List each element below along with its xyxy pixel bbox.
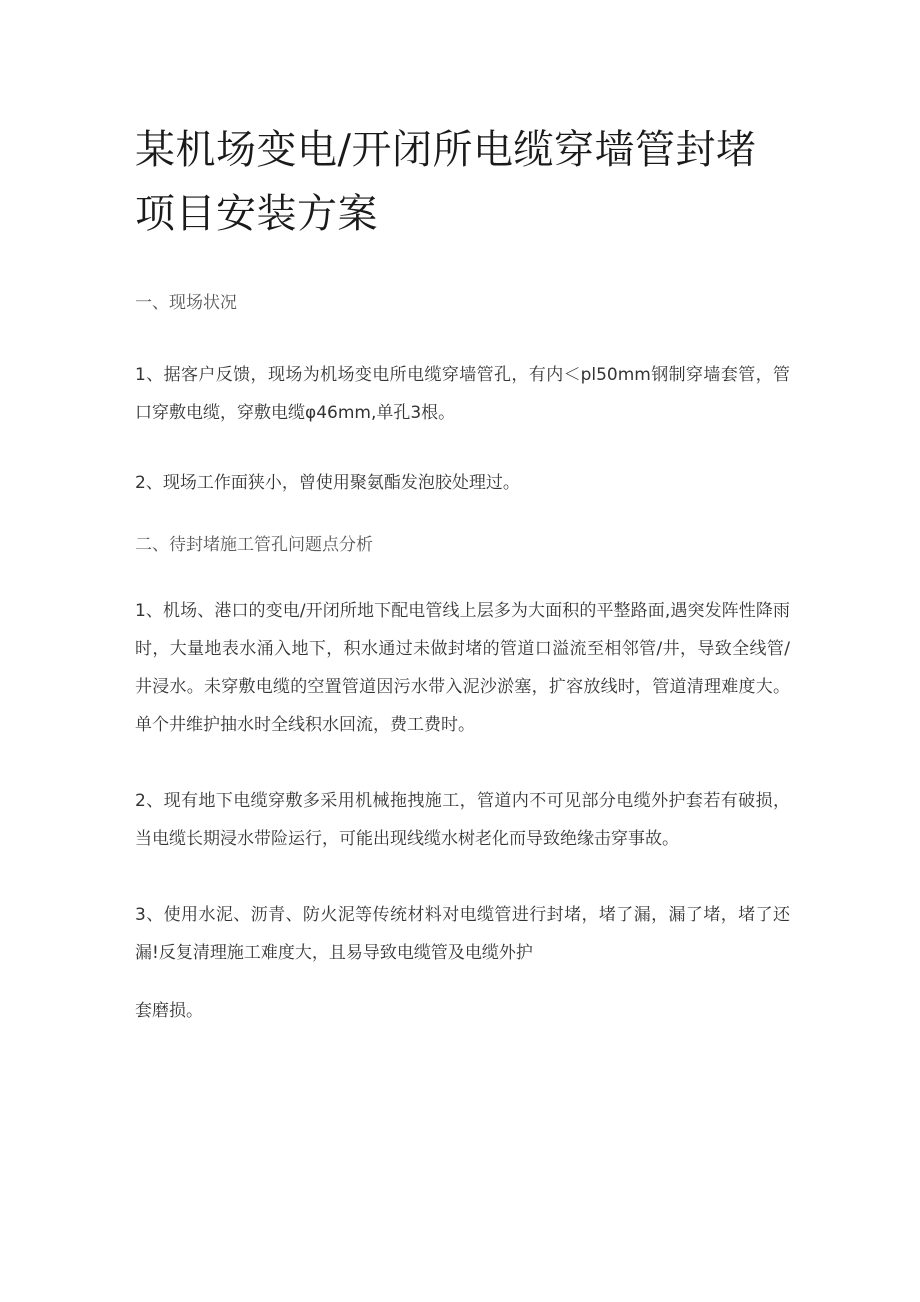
paragraph: 2、现场工作面狭小，曾使用聚氨酯发泡胶处理过。 (135, 473, 520, 493)
paragraph: 2、现有地下电缆穿敷多采用机械拖拽施工，管道内不可见部分电缆外护套若有破损，当电缆长期浸水带险运行，可能出现线缆水树老化而导致绝缘击穿事故。 (135, 791, 790, 849)
section-heading-site-conditions: 一、现场状况 (135, 293, 237, 313)
document-page (135, 118, 790, 1030)
paragraph: 1、据客户反馈，现场为机场变电所电缆穿墙管孔，有内＜pl50mm钢制穿墙套管，管口穿敷电缆，穿敷电缆φ46mm,单孔3根。 (135, 365, 790, 423)
document-title: 某机场变电/开闭所电缆穿墙管封堵项目安装方案 (135, 127, 757, 237)
paragraph: 1、机场、港口的变电/开闭所地下配电管线上层多为大面积的平整路面,遇突发阵性降雨时，大量地表水涌入地下，积水通过未做封堵的管道口溢流至相邻管/井，导致全线管/井浸水。未穿敷电缆的空置管道因污水带入泥沙淤塞，扩容放线时，管道清理难度大。单个井维护抽水时全线积水回流，费工费时。 (135, 601, 790, 735)
section-heading-problem-analysis: 二、待封堵施工管孔问题点分析 (135, 535, 373, 555)
paragraph: 3、使用水泥、沥青、防火泥等传统材料对电缆管进行封堵，堵了漏，漏了堵，堵了还漏!反复清理施工难度大，且易导致电缆管及电缆外护 (135, 905, 790, 963)
paragraph: 套磨损。 (135, 1001, 203, 1021)
